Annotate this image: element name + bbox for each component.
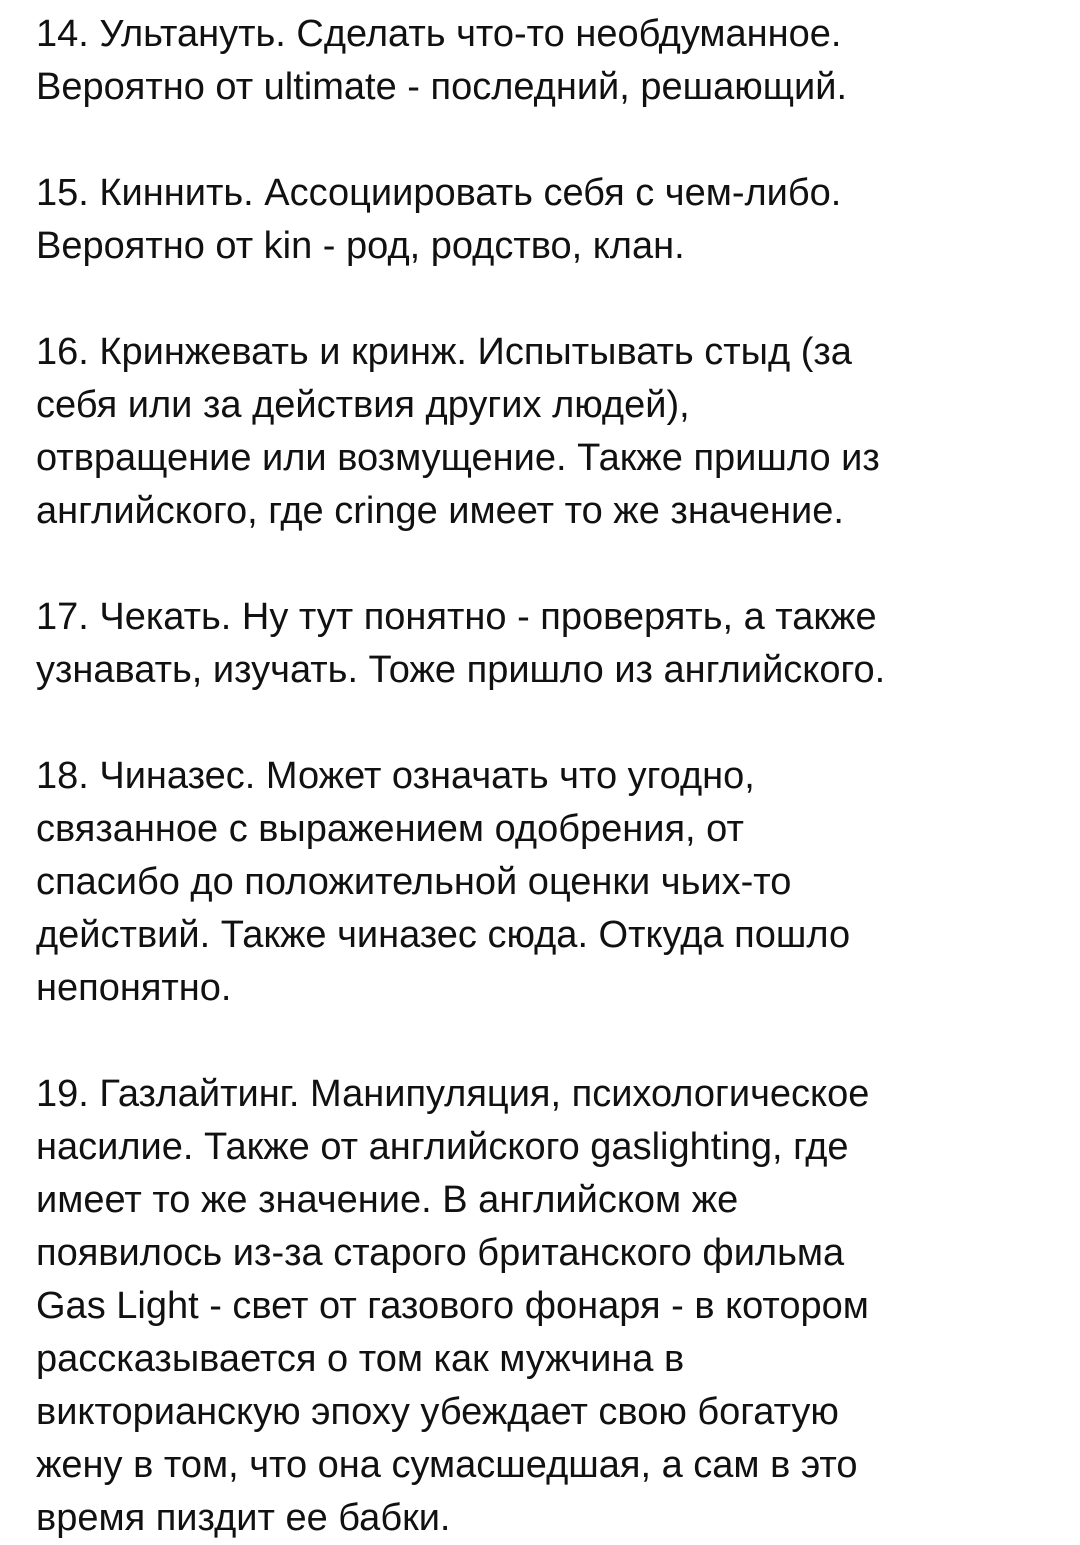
entry-line: 15. Киннить. Ассоциировать себя с чем-либо. [36, 172, 842, 214]
entry-line: время пиздит ее бабки. [36, 1497, 451, 1539]
entry-line: отвращение или возмущение. Также пришло из [36, 437, 880, 479]
entry-line: жену в том, что она сумасшедшая, а сам в это [36, 1444, 858, 1486]
entry-line: узнавать, изучать. Тоже пришло из английского. [36, 649, 886, 691]
entry-line: действий. Также чиназес сюда. Откуда пошло [36, 914, 851, 956]
entry-line: викторианскую эпоху убеждает свою богатую [36, 1391, 839, 1433]
entry-line: 17. Чекать. Ну тут понятно - проверять, а также [36, 596, 877, 638]
entry-line: английского, где cringe имеет то же значение. [36, 490, 844, 532]
entry-line: 19. Газлайтинг. Манипуляция, психологическое [36, 1073, 870, 1115]
entry-14 [36, 8, 1066, 114]
entry-line: Вероятно от kin - род, родство, клан. [36, 225, 685, 267]
entry-line: имеет то же значение. В английском же [36, 1179, 739, 1221]
entry-17 [36, 591, 1066, 697]
entry-line: 14. Ультануть. Сделать что-то необдуманное. [36, 13, 842, 55]
entry-line: себя или за действия других людей), [36, 384, 690, 426]
entry-15 [36, 167, 1066, 273]
entry-line: спасибо до положительной оценки чьих-то [36, 861, 792, 903]
entry-line: насилие. Также от английского gaslighting, где [36, 1126, 849, 1168]
entry-line: Gas Light - свет от газового фонаря - в котором [36, 1285, 869, 1327]
entry-line: Вероятно от ultimate - последний, решающий. [36, 66, 848, 108]
entry-line: непонятно. [36, 967, 232, 1009]
entry-16 [36, 326, 1066, 538]
entry-line: 18. Чиназес. Может означать что угодно, [36, 755, 755, 797]
entry-line: появилось из-за старого британского фильма [36, 1232, 845, 1274]
note-text [36, 8, 1066, 1545]
entry-18 [36, 750, 1066, 1015]
entry-line: связанное с выражением одобрения, от [36, 808, 744, 850]
entry-line: рассказывается о том как мужчина в [36, 1338, 685, 1380]
entry-line: 16. Кринжевать и кринж. Испытывать стыд (за [36, 331, 852, 373]
entry-19 [36, 1068, 1066, 1545]
